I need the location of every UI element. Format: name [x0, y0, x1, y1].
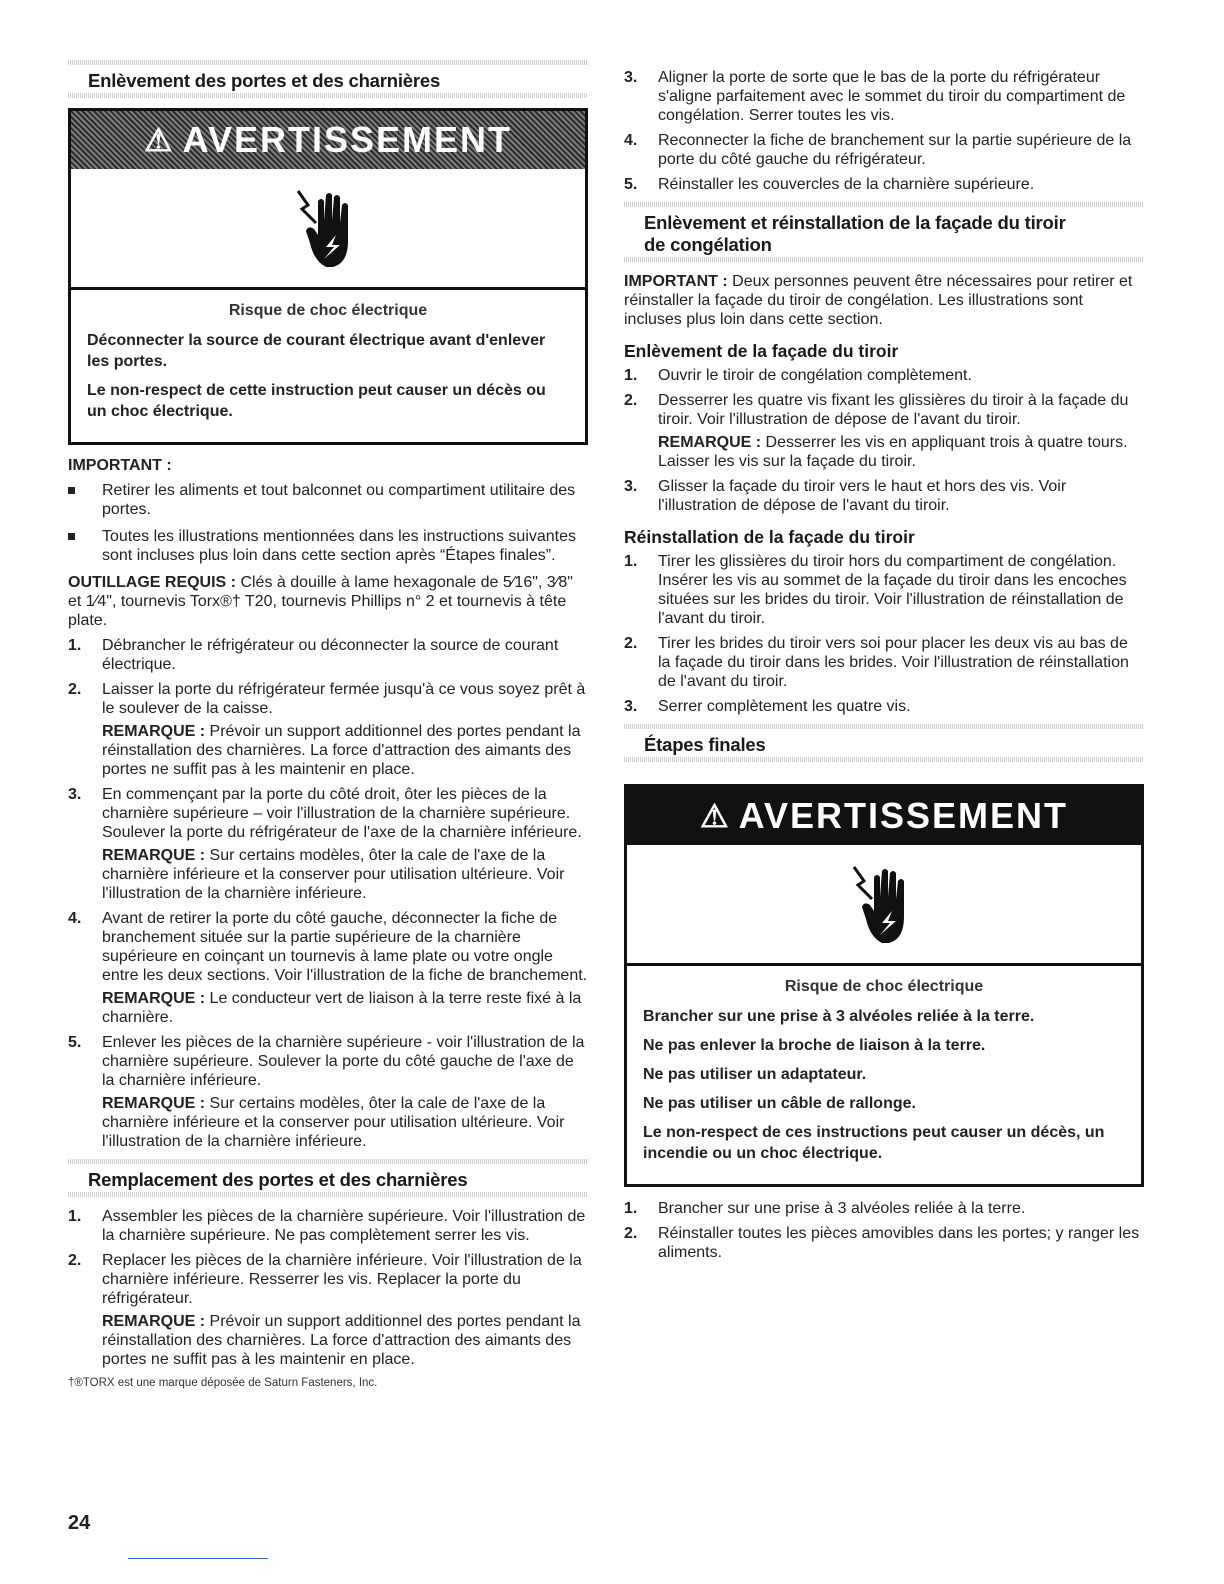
drawer-reinstall-steps	[624, 552, 1144, 716]
final-steps	[624, 1199, 1144, 1262]
warning-box-door-removal	[68, 108, 588, 445]
list-item: 1. Débrancher le réfrigérateur ou déconnecter la source de courant électrique.	[68, 637, 559, 673]
list-item: Toutes les illustrations mentionnées dans les instructions suivantes sont incluses plus loin dans cette section après “Étapes finales”.	[68, 527, 588, 565]
note: REMARQUE : Prévoir un support additionnel des portes pendant la réinstallation des charnières. La force d'attraction des aimants des portes ne suffit pas à les maintenir en place.	[102, 1313, 581, 1368]
divider-line	[128, 1558, 268, 1559]
list-item: 3. Serrer complètement les quatre vis.	[624, 698, 911, 715]
note: REMARQUE : Prévoir un support additionnel des portes pendant la réinstallation des charnières. La force d'attraction des aimants des portes ne suffit pas à les maintenir en place.	[102, 723, 581, 778]
warning-banner: ⚠ AVERTISSEMENT	[627, 787, 1141, 845]
warning-text: Risque de choc électrique Brancher sur une prise à 3 alvéoles reliée à la terre. Ne pas enlever la broche de liaison à la terre. Ne pas utiliser un adaptateur. Ne pas utiliser un câble de rallonge. Le non-respect de ces instructions peut causer un décès, un incendie ou un choc électrique.	[643, 978, 1105, 1162]
section-title: Remplacement des portes et des charnières	[88, 1169, 468, 1190]
footnote: †®TORX est une marque déposée de Saturn Fasteners, Inc.	[68, 1377, 378, 1389]
warning-box-grounding	[624, 784, 1144, 1187]
bullet-square-icon	[68, 487, 75, 494]
left-column	[68, 60, 588, 1389]
note: REMARQUE : Sur certains modèles, ôter la cale de l'axe de la charnière inférieure et la conserver pour utilisation ultérieure. Voir l'illustration de la charnière inférieure.	[102, 1095, 565, 1150]
drawer-removal-steps	[624, 366, 1144, 515]
replacement-steps	[68, 1207, 588, 1369]
important-label: IMPORTANT :	[68, 457, 172, 474]
bullet-square-icon	[68, 533, 75, 540]
list-item: 5. Réinstaller les couvercles de la charnière supérieure.	[624, 176, 1035, 193]
note: REMARQUE : Le conducteur vert de liaison à la terre reste fixé à la charnière.	[102, 990, 582, 1026]
subheading-drawer-removal: Enlèvement de la façade du tiroir	[624, 341, 899, 361]
list-item: 2. Desserrer les quatre vis fixant les glissières du tiroir à la façade du tiroir. Voir l'illustration de dépose de l'avant du tiroir. REMARQUE : Desserrer les vis en appliquant trois à quatre tours. Laisser les vis sur la façade du tiroir.	[624, 391, 1144, 471]
warning-banner: ⚠ AVERTISSEMENT	[71, 111, 585, 169]
section-title-line2: de congélation	[644, 234, 772, 255]
list-item: 1. Assembler les pièces de la charnière supérieure. Voir l'illustration de la charnière supérieure. Ne pas complètement serrer les vis.	[68, 1208, 586, 1244]
list-item: 2. Tirer les brides du tiroir vers soi pour placer les deux vis au bas de la façade du tiroir dans les brides. Voir l'illustration de réinstallation de l'avant du tiroir.	[624, 635, 1129, 690]
replacement-steps-continued	[624, 68, 1144, 194]
section-heading-drawer-front	[624, 202, 1144, 262]
list-item: 3. En commençant par la porte du côté droit, ôter les pièces de la charnière supérieure – voir l'illustration de la charnière supérieure. Soulever la porte du réfrigérateur de l'axe de la charnière inférieure. REMARQUE : Sur certains modèles, ôter la cale de l'axe de la charnière inférieure et la conserver pour utilisation ultérieure. Voir l'illustration de la charnière inférieure.	[68, 785, 588, 903]
section-heading-door-removal	[68, 60, 588, 98]
section-heading-final-steps	[624, 724, 1144, 762]
list-item: 2. Réinstaller toutes les pièces amovibles dans les portes; y ranger les aliments.	[624, 1225, 1140, 1261]
list-item: 1. Ouvrir le tiroir de congélation complètement.	[624, 367, 972, 384]
warning-triangle-icon: ⚠	[699, 798, 731, 834]
page-number: 24	[68, 1512, 91, 1534]
note: REMARQUE : Desserrer les vis en appliquant trois à quatre tours. Laisser les vis sur la façade du tiroir.	[658, 434, 1128, 470]
section-heading-door-replacement	[68, 1159, 588, 1197]
subheading-drawer-reinstall: Réinstallation de la façade du tiroir	[624, 527, 915, 547]
tools-required: OUTILLAGE REQUIS : Clés à douille à lame hexagonale de 5⁄16", 3⁄8" et 1⁄4", tournevis Torx®† T20, tournevis Phillips n° 2 et tournevis à tête plate.	[68, 574, 573, 629]
electric-shock-hand-icon	[627, 845, 1141, 966]
list-item: 3. Aligner la porte de sorte que le bas de la porte du réfrigérateur s'aligne parfaitement avec le sommet du tiroir du compartiment de congélation. Serrer toutes les vis.	[624, 69, 1126, 124]
list-item: 2. Replacer les pièces de la charnière inférieure. Voir l'illustration de la charnière inférieure. Resserrer les vis. Replacer la porte du réfrigérateur. REMARQUE : Prévoir un support additionnel des portes pendant la réinstallation des charnières. La force d'attraction des aimants des portes ne suffit pas à les maintenir en place.	[68, 1251, 588, 1369]
warning-triangle-icon: ⚠	[143, 122, 175, 158]
section-title: Enlèvement des portes et des charnières	[88, 70, 441, 91]
list-item: 1. Brancher sur une prise à 3 alvéoles reliée à la terre.	[624, 1200, 1026, 1217]
note: REMARQUE : Sur certains modèles, ôter la cale de l'axe de la charnière inférieure et la conserver pour utilisation ultérieure. Voir l'illustration de la charnière inférieure.	[102, 847, 565, 902]
list-item: 4. Avant de retirer la porte du côté gauche, déconnecter la fiche de branchement située sur la partie supérieure de la charnière supérieure en coinçant un tournevis à lame plate ou votre ongle entre les deux sections. Voir l'illustration de la fiche de branchement. REMARQUE : Le conducteur vert de liaison à la terre reste fixé à la charnière.	[68, 910, 588, 1026]
list-item: 1. Tirer les glissières du tiroir hors du compartiment de congélation. Insérer les vis au sommet de la façade du tiroir dans les encoches situées sur les brides du tiroir. Voir l'illustration de réinstallation de l'avant du tiroir.	[624, 553, 1127, 627]
important-bullets	[68, 481, 588, 565]
section-title: Enlèvement et réinstallation de la façade du tiroir	[644, 212, 1066, 233]
section-title: Étapes finales	[644, 734, 766, 755]
list-item: 4. Reconnecter la fiche de branchement sur la partie supérieure de la porte du côté gauche du réfrigérateur.	[624, 132, 1132, 168]
list-item: 3. Glisser la façade du tiroir vers le haut et hors des vis. Voir l'illustration de dépose de l'avant du tiroir.	[624, 478, 1067, 514]
removal-steps	[68, 636, 588, 1151]
list-item: 5. Enlever les pièces de la charnière supérieure - voir l'illustration de la charnière supérieure. Soulever la porte du côté gauche de l'axe de la charnière inférieure. REMARQUE : Sur certains modèles, ôter la cale de l'axe de la charnière inférieure et la conserver pour utilisation ultérieure. Voir l'illustration de la charnière inférieure.	[68, 1033, 588, 1151]
right-column	[624, 60, 1144, 1270]
list-item: 2. Laisser la porte du réfrigérateur fermée jusqu'à ce vous soyez prêt à le soulever de la caisse. REMARQUE : Prévoir un support additionnel des portes pendant la réinstallation des charnières. La force d'attraction des aimants des portes ne suffit pas à les maintenir en place.	[68, 680, 588, 779]
list-item: Retirer les aliments et tout balconnet ou compartiment utilitaire des portes.	[68, 481, 588, 519]
warning-text: Risque de choc électrique Déconnecter la source de courant électrique avant d'enlever les portes. Le non-respect de cette instruction peut causer un décès ou un choc électrique.	[87, 302, 546, 420]
important-note: IMPORTANT : Deux personnes peuvent être nécessaires pour retirer et réinstaller la façade du tiroir de congélation. Les illustrations sont incluses plus loin dans cette section.	[624, 273, 1133, 328]
electric-shock-hand-icon	[71, 169, 585, 290]
